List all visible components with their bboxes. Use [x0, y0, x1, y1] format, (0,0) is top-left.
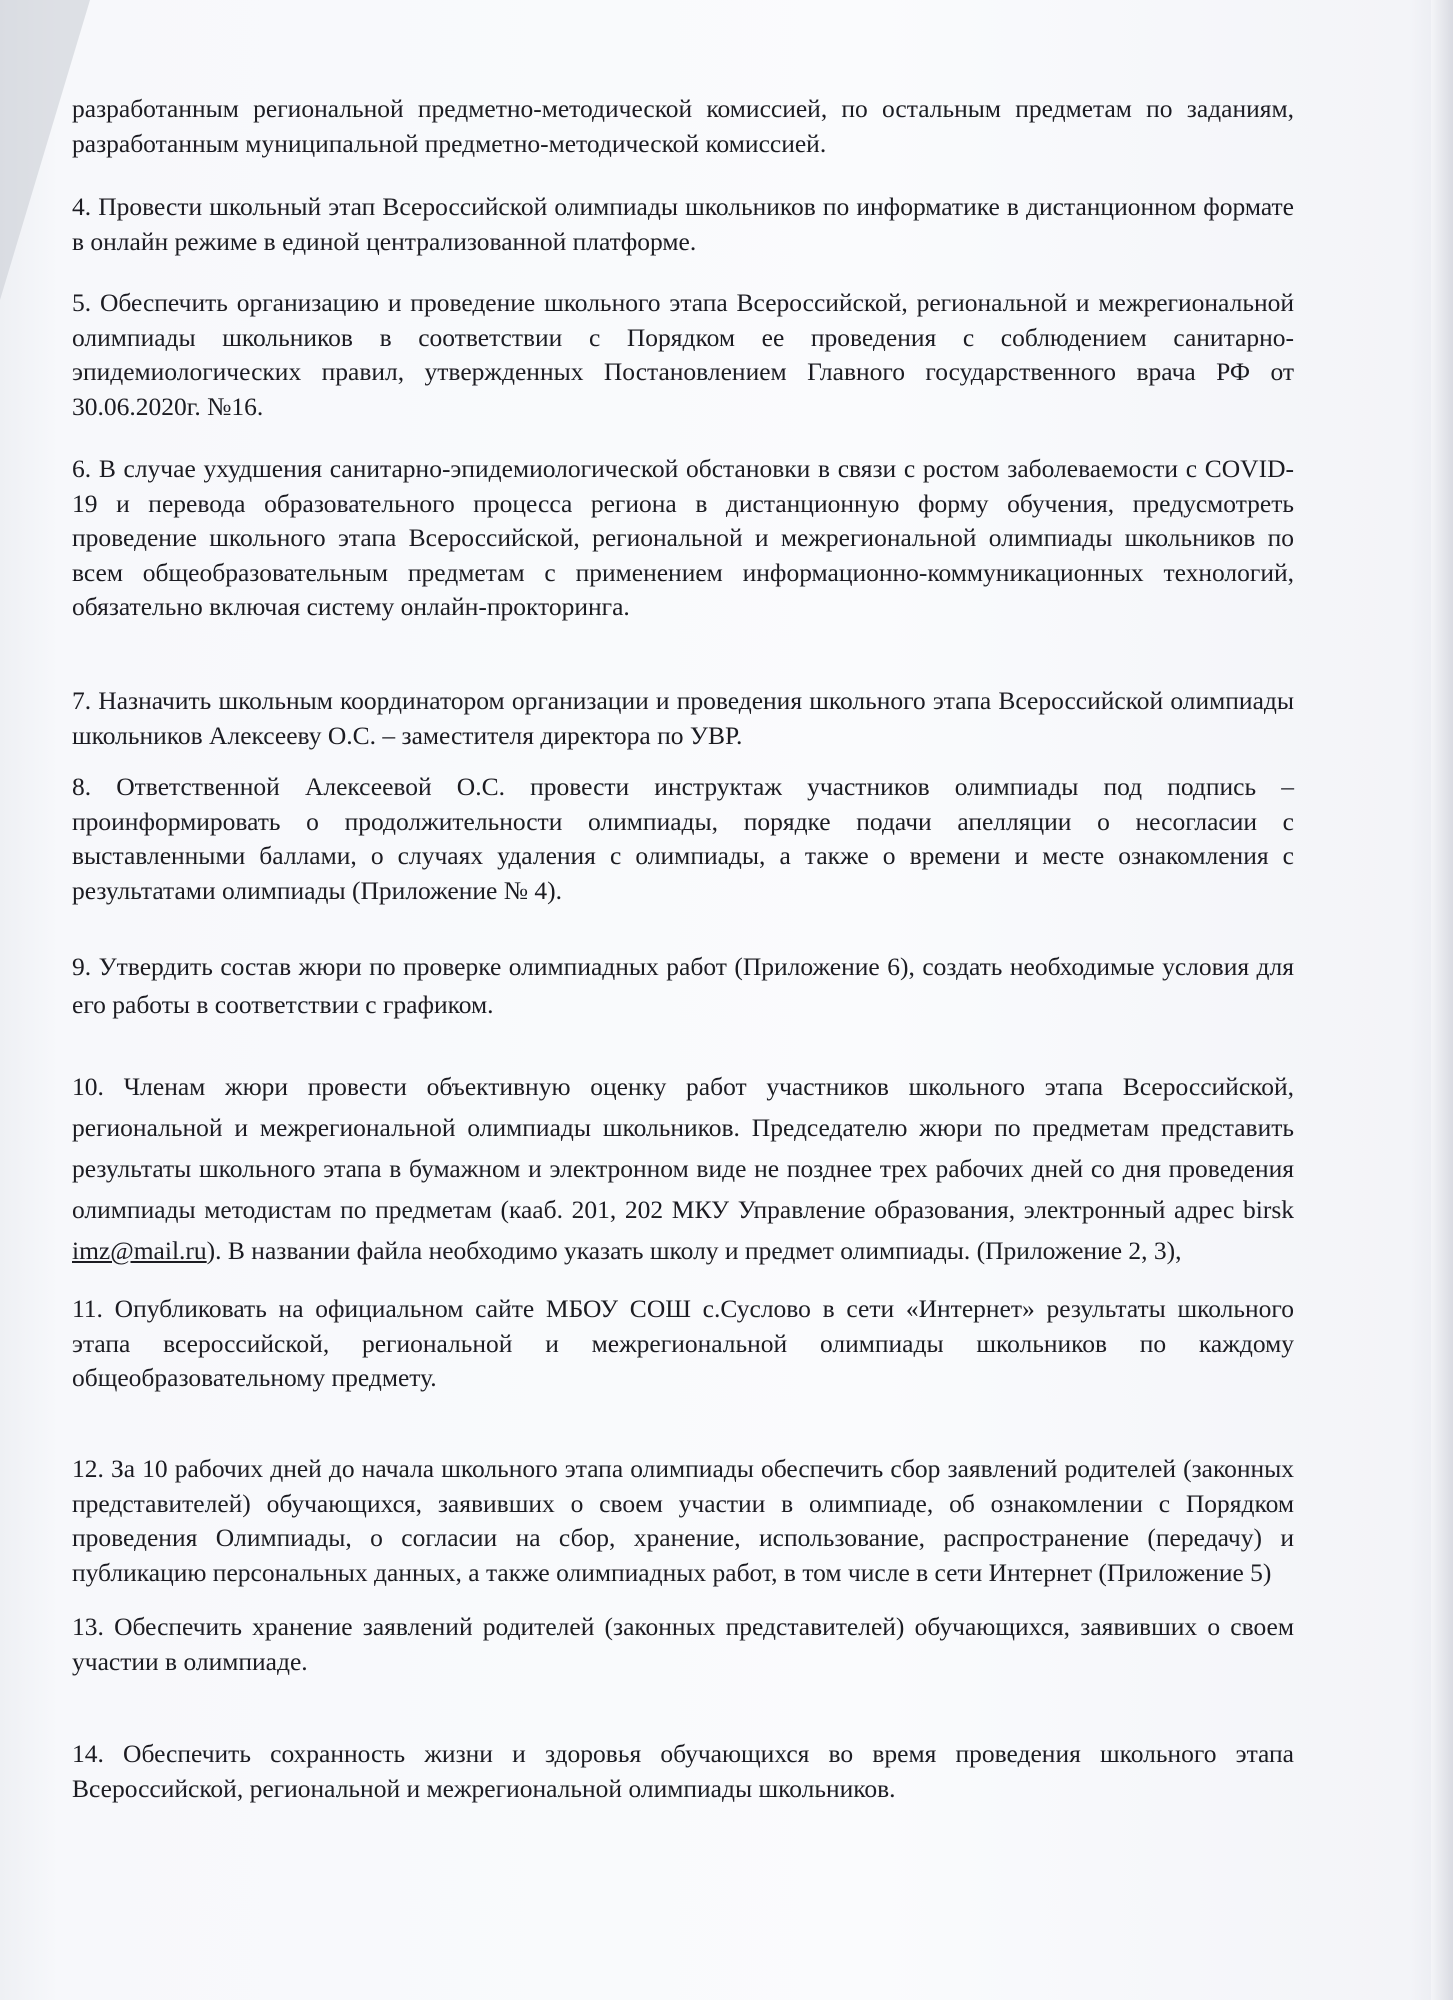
email-link[interactable]: imz@mail.ru	[72, 1236, 207, 1265]
paragraph-10	[72, 1066, 1294, 1271]
paragraph-13: 13. Обеспечить хранение заявлений родителей (законных представителей) обучающихся, заявивших о своем участии в олимпиаде.	[72, 1612, 1294, 1676]
paragraph-10-text-end: ). В названии файла необходимо указать школу и предмет олимпиады. (Приложение 2, 3),	[206, 1236, 1182, 1265]
paragraph-7: 7. Назначить школьным координатором организации и проведения школьного этапа Всероссийской олимпиады школьников Алексееву О.С. – заместителя директора по УВР.	[72, 686, 1294, 750]
paragraph-12: 12. За 10 рабочих дней до начала школьного этапа олимпиады обеспечить сбор заявлений родителей (законных представителей) обучающихся, заявивших о своем участии в олимпиаде, об ознакомлении с Порядком проведения Олимпиады, о согласии на сбор, хранение, использование, распространение (передачу) и публикацию персональных данных, а также олимпиадных работ, в том числе в сети Интернет (Приложение 5)	[72, 1454, 1294, 1587]
paragraph-11: 11. Опубликовать на официальном сайте МБОУ СОШ с.Суслово в сети «Интернет» результаты школьного этапа всероссийской, региональной и межрегиональной олимпиады школьников по каждому общеобразовательному предмету.	[72, 1294, 1294, 1392]
page-edge	[1431, 0, 1453, 2000]
paragraph-4: 4. Провести школьный этап Всероссийской олимпиады школьников по информатике в дистанционном формате в онлайн режиме в единой централизованной платформе.	[72, 192, 1294, 256]
paragraph-5: 5. Обеспечить организацию и проведение школьного этапа Всероссийской, региональной и межрегиональной олимпиады школьников в соответствии с Порядком ее проведения с соблюдением санитарно-эпидемиологических правил, утвержденных Постановлением Главного государственного врача РФ от 30.06.2020г. №16.	[72, 288, 1294, 421]
paragraph-6: 6. В случае ухудшения санитарно-эпидемиологической обстановки в связи с ростом заболеваемости с COVID-19 и перевода образовательного процесса региона в дистанционную форму обучения, предусмотреть проведение школьного этапа Всероссийской, региональной и межрегиональной олимпиады школьников по всем общеобразовательным предметам с применением информационно-коммуникационных технологий, обязательно включая систему онлайн-прокторинга.	[72, 454, 1294, 621]
paragraph-8: 8. Ответственной Алексеевой О.С. провести инструктаж участников олимпиады под подпись – проинформировать о продолжительности олимпиады, порядке подачи апелляции о несогласии с выставленными баллами, о случаях удаления с олимпиады, а также о времени и месте ознакомления с результатами олимпиады (Приложение № 4).	[72, 772, 1294, 905]
paragraph-14: 14. Обеспечить сохранность жизни и здоровья обучающихся во время проведения школьного этапа Всероссийской, региональной и межрегиональной олимпиады школьников.	[72, 1739, 1294, 1803]
paragraph-9: 9. Утвердить состав жюри по проверке олимпиадных работ (Приложение 6), создать необходимые условия для его работы в соответствии с графиком.	[72, 952, 1294, 1019]
paragraph-10-text: 10. Членам жюри провести объективную оценку работ участников школьного этапа Всероссийской, региональной и межрегиональной олимпиады школьников. Председателю жюри по предметам представить результаты школьного этапа в бумажном и электронном виде не позднее трех рабочих дней со дня проведения олимпиады методистам по предметам (кааб. 201, 202 МКУ Управление образования, электронный адрес birsk	[72, 1072, 1294, 1224]
paragraph-3-continued: разработанным региональной предметно-методической комиссией, по остальным предметам по заданиям, разработанным муниципальной предметно-методической комиссией.	[72, 94, 1294, 158]
